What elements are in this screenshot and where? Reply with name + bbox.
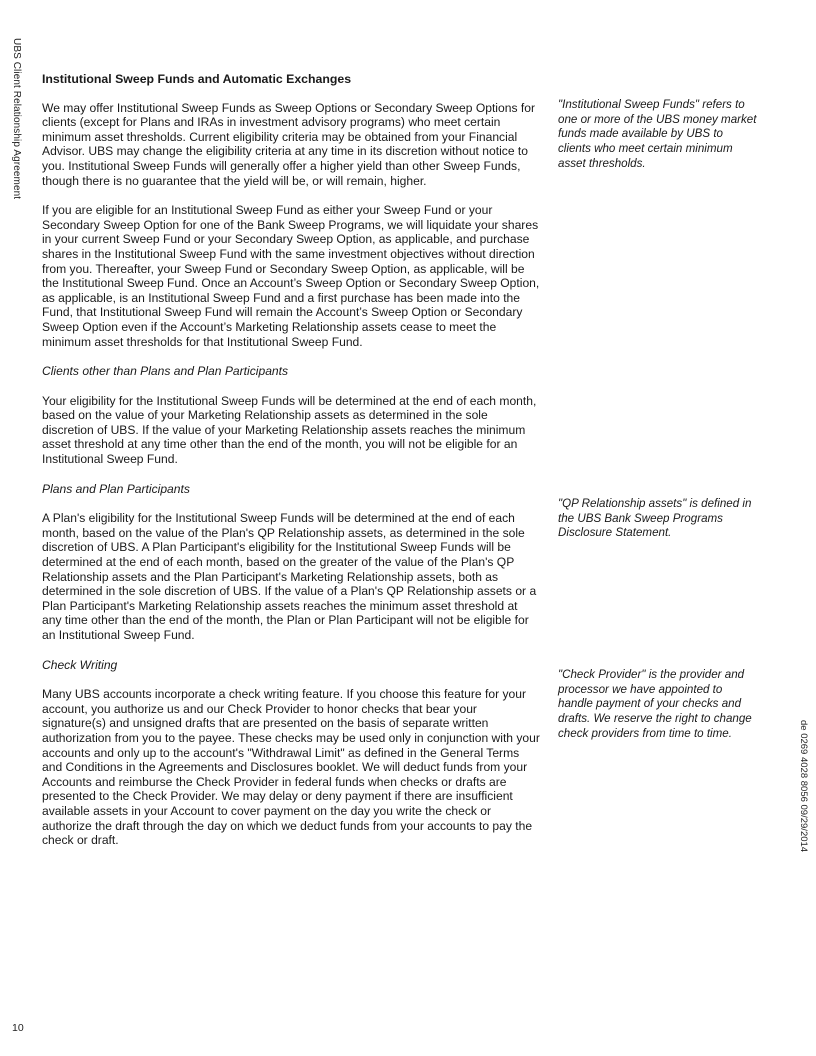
paragraph-automatic-exchange: If you are eligible for an Institutional Sweep Fund as either your Sweep Fund or your Secondary Sweep Option for one of the Bank Sweep Programs, we will liquidate your shares in your current Sweep Fund or your Secondary Sweep Option, as applicable, and purchase shares in the Institutional Sweep Fund with the same investment objectives without direction from you. Thereafter, your Sweep Fund or Secondary Sweep Option, as applicable, will be the Institutional Sweep Fund. Once an Account’s Sweep Option or Secondary Sweep Option, as applicable, is an Institutional Sweep Fund and a first purchase has been made into the Fund, that Institutional Sweep Fund will remain the Account’s Sweep Option or Secondary Sweep Option even if the Account’s Marketing Relationship assets cease to meet the minimum asset thresholds for that Institutional Sweep Fund. (42, 203, 540, 349)
margin-note-institutional-sweep-funds: "Institutional Sweep Funds" refers to one or more of the UBS money market funds made available by UBS to clients who meet certain minimum asset thresholds. (558, 98, 757, 170)
running-header-side-label: UBS Client Relationship Agreement (11, 38, 22, 200)
margin-note-check-provider: "Check Provider" is the provider and processor we have appointed to handle payment of your checks and drafts. We reserve the right to change check providers from time to time. (558, 668, 752, 740)
subheading-check-writing: Check Writing (42, 657, 118, 672)
document-code: de 0269 4028 8056 09/29/2014 (798, 720, 809, 853)
subheading-clients-other-than-plans: Clients other than Plans and Plan Participants (42, 364, 289, 379)
paragraph-eligibility-intro: We may offer Institutional Sweep Funds as Sweep Options or Secondary Sweep Options for clients (except for Plans and IRAs in investment advisory programs) who meet certain minimum asset thresholds. Current eligibility criteria may be obtained from your Financial Advisor. UBS may change the eligibility criteria at any time in its discretion without notice to you. Institutional Sweep Funds will generally offer a higher yield than other Sweep Funds, though there is no guarantee that the yield will be, or will remain, higher. (42, 100, 535, 188)
subheading-plans: Plans and Plan Participants (42, 481, 190, 496)
section-title: Institutional Sweep Funds and Automatic Exchanges (42, 72, 352, 86)
paragraph-plans-eligibility: A Plan's eligibility for the Institutional Sweep Funds will be determined at the end of each month, based on the value of the Plan's QP Relationship assets, as determined in the sole discretion of UBS. A Plan Participant's eligibility for the Institutional Sweep Funds will be determined at the end of each month, based on the greater of the value of the Plan's QP Relationship assets and the Plan Participant's Marketing Relationship assets, both as determined in the sole discretion of UBS. If the value of a Plan's QP Relationship assets or a Plan Participant's Marketing Relationship assets reaches the minimum asset threshold at any time other than the end of the month, the Plan or Plan Participant will not be eligible for an Institutional Sweep Fund. (42, 511, 537, 642)
page-number: 10 (12, 1022, 24, 1034)
paragraph-clients-eligibility: Your eligibility for the Institutional Sweep Funds will be determined at the end of each month, based on the value of your Marketing Relationship assets as determined in the sole discretion of UBS. If the value of your Marketing Relationship assets reaches the minimum asset threshold at any time other than the end of the month, you will not be eligible for an Institutional Sweep Fund. (42, 393, 537, 467)
main-column (42, 72, 540, 863)
paragraph-check-writing: Many UBS accounts incorporate a check writing feature. If you choose this feature for your account, you authorize us and our Check Provider to honor checks that bear your signature(s) and unsigned drafts that are presented on the basis of separate written authorization from you to the payee. These checks may be used only in conjunction with your accounts and only up to the account's "Withdrawal Limit" as defined in the General Terms and Conditions in the Agreements and Disclosures booklet. We will deduct funds from your Accounts and reimburse the Check Provider in federal funds when checks or drafts are presented to the Check Provider. We may delay or deny payment if there are insufficient available assets in your Account to cover payment on the day you write the check or authorize the draft through the day on which we deduct funds from your accounts to pay the check or draft. (42, 687, 540, 848)
margin-note-qp-relationship-assets: "QP Relationship assets" is defined in the UBS Bank Sweep Programs Disclosure Statement. (558, 497, 752, 540)
